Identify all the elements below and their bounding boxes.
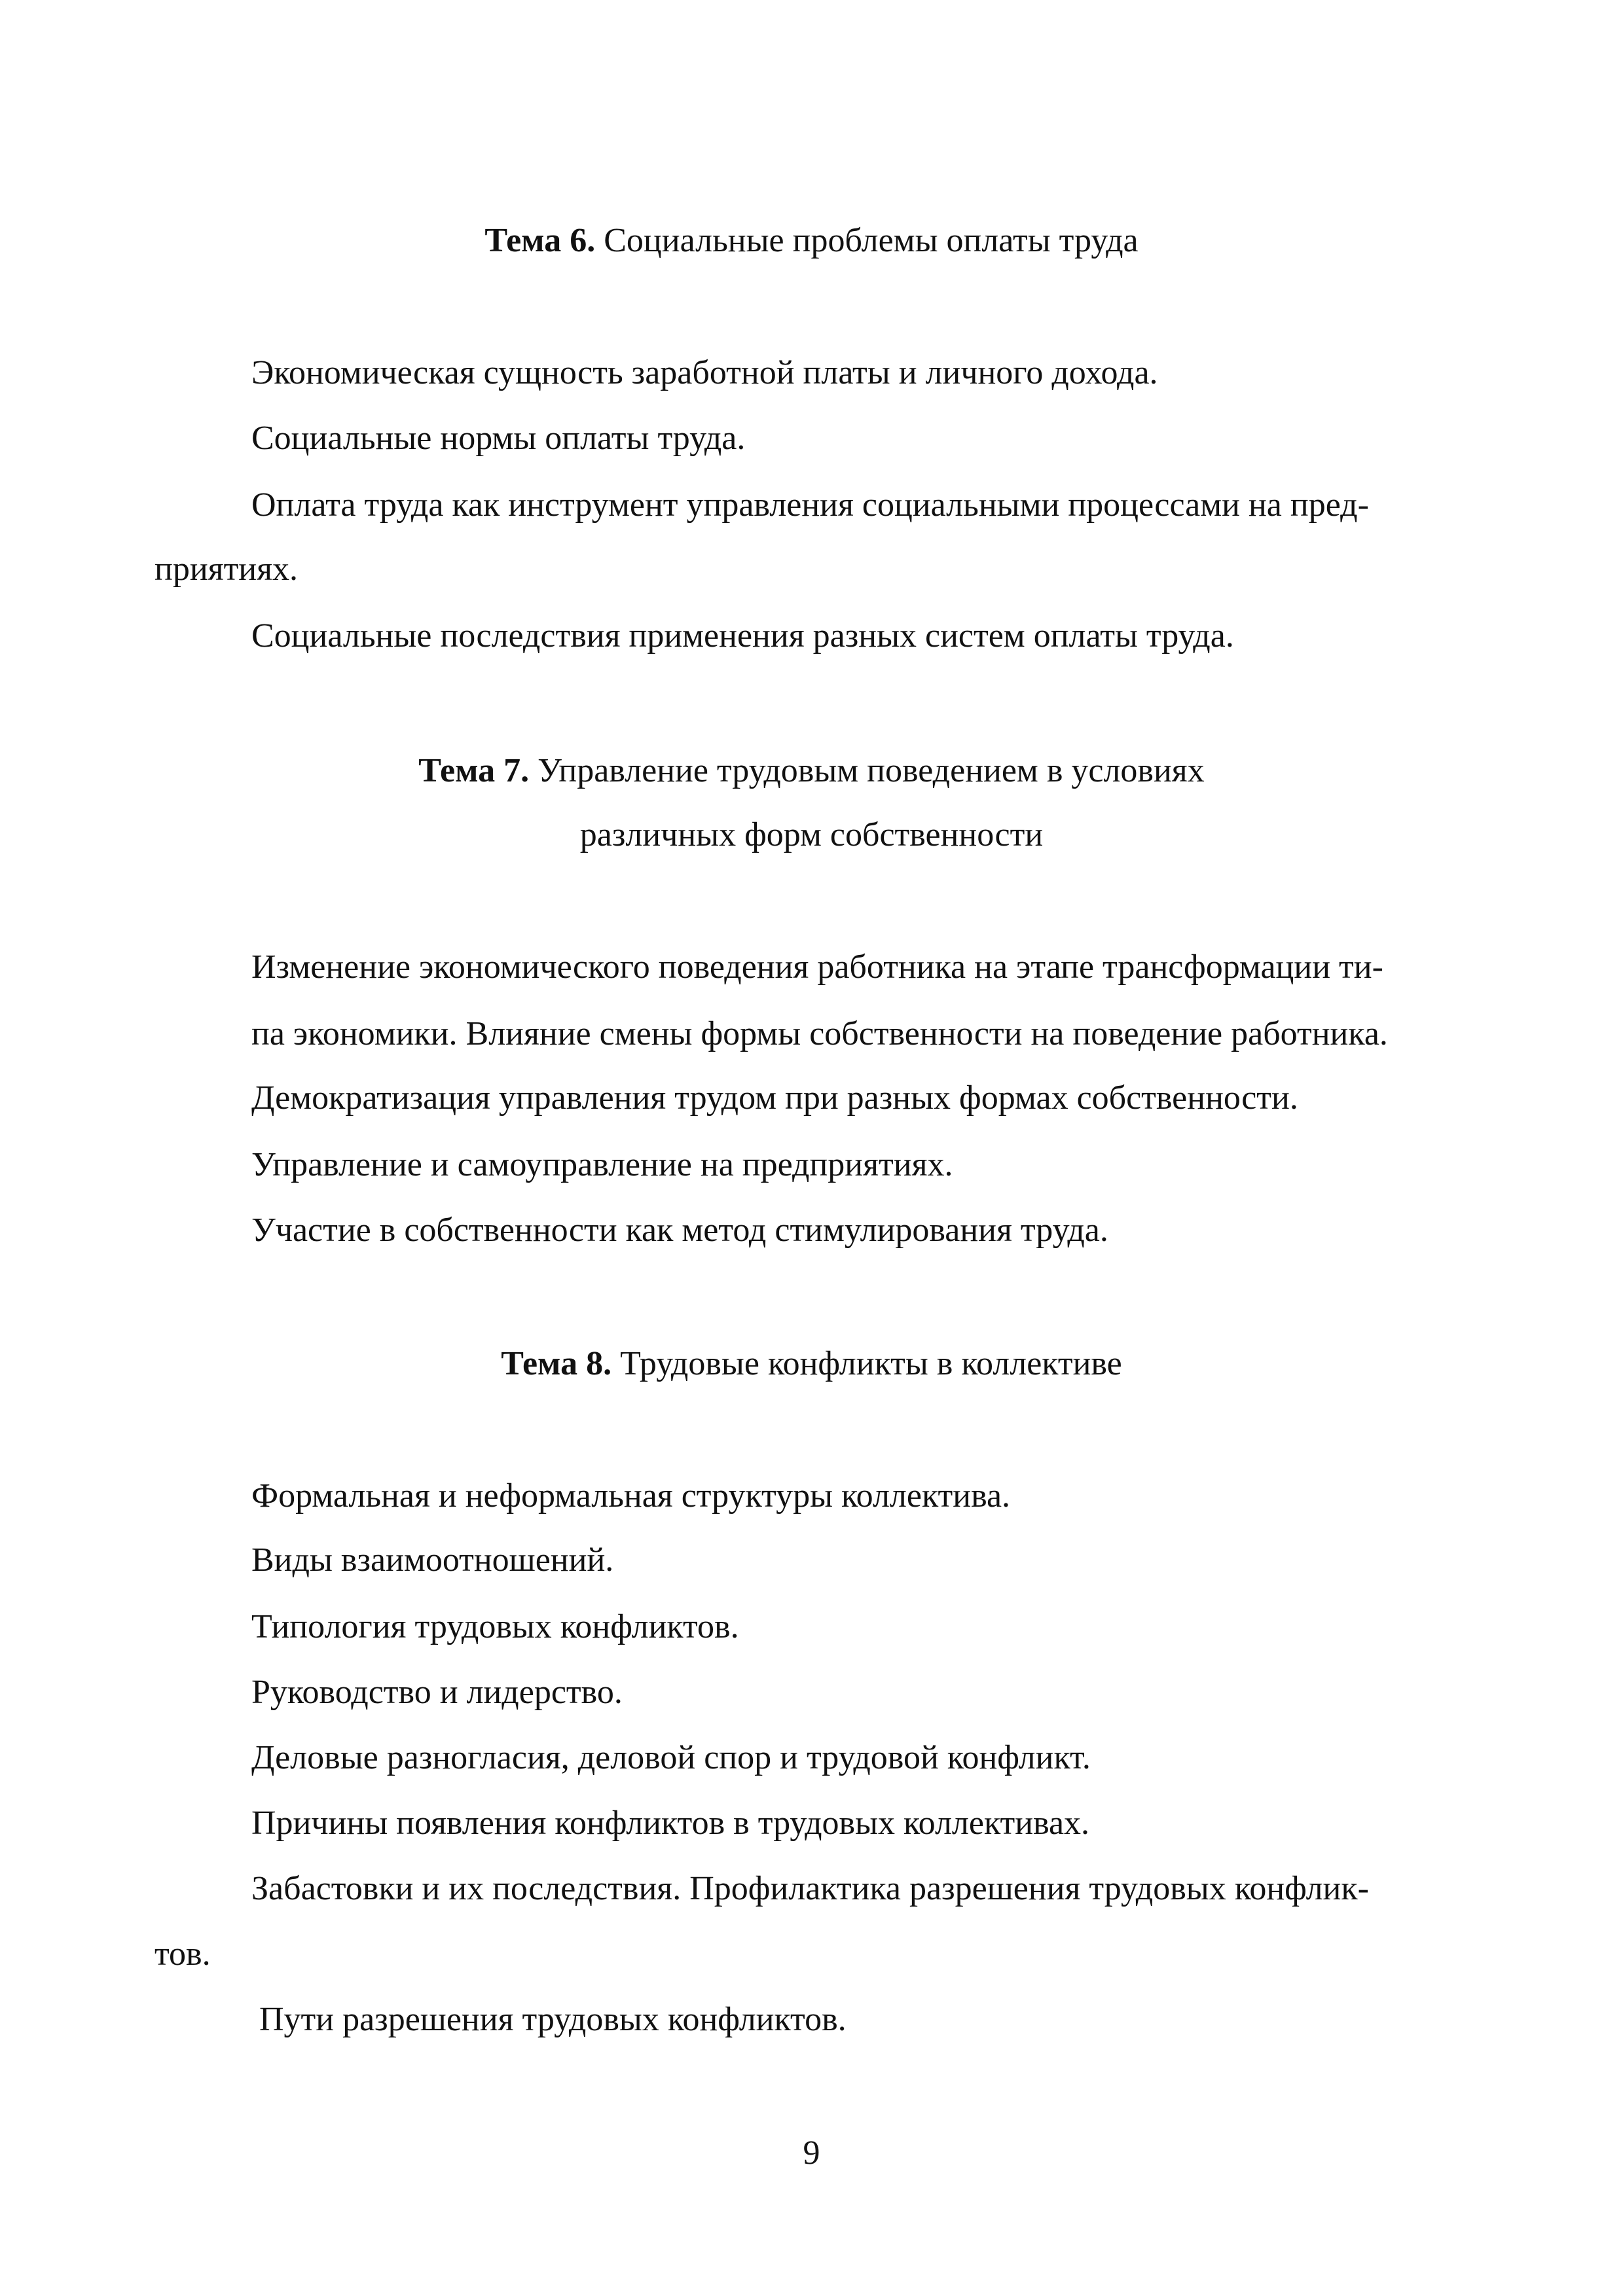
paragraph-line: Виды взаимоотношений. [251,1541,614,1579]
paragraph-line: Пути разрешения трудовых конфликтов. [259,2001,847,2038]
paragraph-line: Забастовки и их последствия. Профилактика разрешения трудовых конфлик- [251,1870,1369,1907]
topic-label: Тема 6. [484,222,596,259]
topic-label: Тема 8. [501,1345,612,1382]
paragraph-line: приятиях. [155,550,299,588]
paragraph-line: тов. [155,1935,211,1973]
topic-title: Социальные проблемы оплаты труда [604,222,1139,259]
paragraph-line: Демократизация управления трудом при разных формах собственности. [251,1079,1298,1117]
paragraph-line: Деловые разногласия, деловой спор и трудовой конфликт. [251,1739,1091,1776]
page-number: 9 [803,2134,820,2172]
topic-8-heading [0,1343,1623,1385]
paragraph-line: Типология трудовых конфликтов. [251,1608,739,1645]
topic-7-heading [0,750,1623,792]
topic-title: Трудовые конфликты в коллективе [620,1345,1122,1382]
topic-7-heading-line-2: различных форм собственности [579,816,1044,853]
paragraph-line: Изменение экономического поведения работника на этапе трансформации ти- [251,948,1383,986]
paragraph-line: Причины появления конфликтов в трудовых коллективах. [251,1804,1090,1842]
paragraph-line: Руководство и лидерство. [251,1674,623,1711]
paragraph-line: Формальная и неформальная структуры коллектива. [251,1477,1011,1515]
paragraph-line: Экономическая сущность заработной платы и личного дохода. [251,354,1158,391]
topic-6-heading [0,220,1623,262]
topic-label: Тема 7. [418,752,530,789]
paragraph-line: Социальные последствия применения разных систем оплаты труда. [251,617,1234,655]
paragraph-line: Управление и самоуправление на предприятиях. [251,1146,953,1183]
paragraph-line: па экономики. Влияние смены формы собственности на поведение работника. [251,1015,1388,1052]
topic-title: Управление трудовым поведением в условиях [538,752,1205,789]
paragraph-line: Оплата труда как инструмент управления социальными процессами на пред- [251,486,1369,524]
paragraph-line: Социальные нормы оплаты труда. [251,420,746,457]
paragraph-line: Участие в собственности как метод стимулирования труда. [251,1211,1108,1249]
